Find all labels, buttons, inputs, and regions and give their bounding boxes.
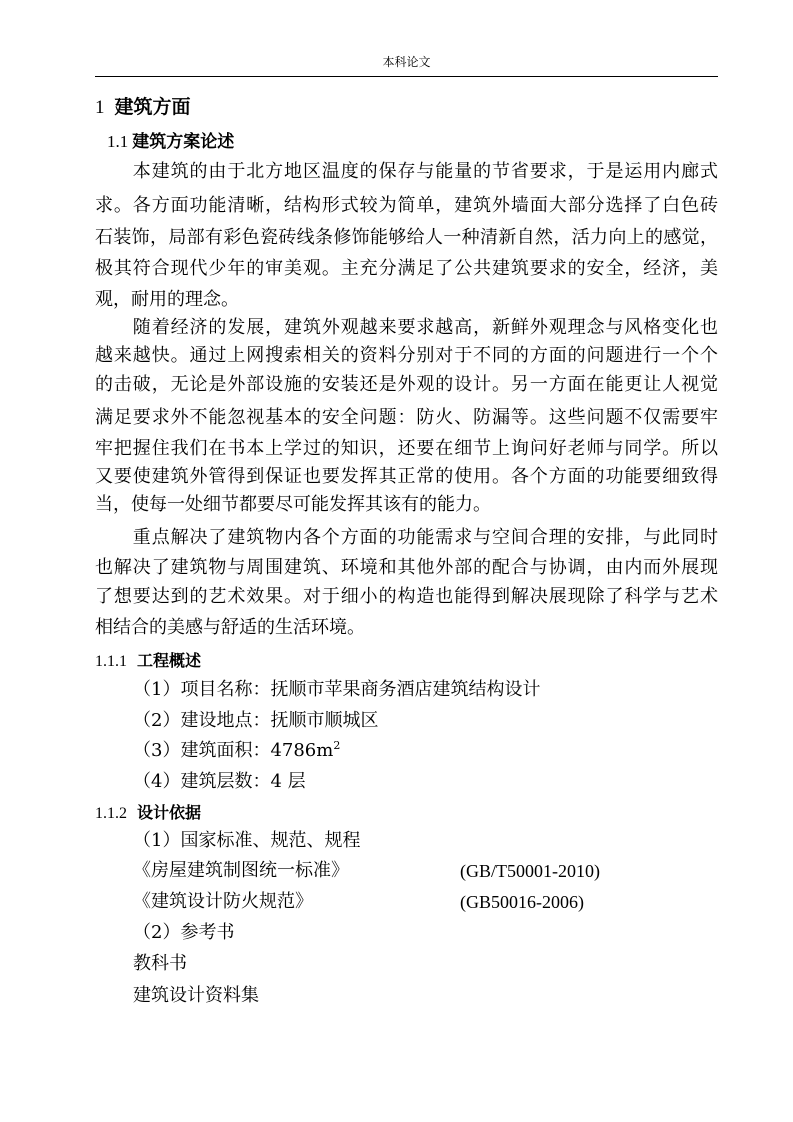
list-item (133, 738, 756, 764)
paragraph-line: 本建筑的由于北方地区温度的保存与能量的节省要求，于是运用内廊式 (95, 161, 718, 182)
area-superscript: 2 (333, 739, 341, 752)
paragraph-line: 相结合的美感与舒适的生活环境。 (95, 617, 365, 638)
paragraph-line: 也解决了建筑物与周围建筑、环境和其他外部的配合与协调，由内而外展现 (95, 557, 718, 578)
section-number: 1.1.1 (95, 653, 127, 670)
reference-item: 建筑设计资料集 (133, 985, 259, 1006)
paragraph-line: 的击破，无论是外部设施的安装还是外观的设计。另一方面在能更让人视觉 (95, 374, 718, 395)
list-item: （2）建设地点：抚顺市顺城区 (133, 710, 379, 731)
header-rule (95, 76, 718, 77)
standard-code: (GB50016-2006) (460, 892, 584, 912)
section-number: 1.1.2 (95, 805, 127, 822)
section-number: 1 (95, 97, 105, 118)
reference-item: 教科书 (133, 953, 187, 974)
section-title: 工程概述 (137, 651, 202, 670)
list-item: （1）项目名称：抚顺市苹果商务酒店建筑结构设计 (133, 679, 541, 700)
paragraph-line: 重点解决了建筑物内各个方面的功能需求与空间合理的安排，与此同时 (95, 527, 718, 548)
standard-code: (GB/T50001-2010) (460, 861, 600, 881)
paragraph-line: 越来越快。通过上网搜索相关的资料分别对于不同的方面的问题进行一个个 (95, 345, 718, 366)
section-number: 1.1 (107, 132, 129, 151)
section-1-1-1-heading (95, 648, 718, 675)
section-1-1-heading (107, 129, 730, 155)
paragraph-line: 牢把握住我们在书本上学过的知识，还要在细节上询问好老师与同学。所以 (95, 438, 718, 459)
paragraph-line: 了想要达到的艺术效果。对于细小的构造也能得到解决展现除了科学与艺术 (95, 586, 718, 607)
section-1-heading (95, 94, 718, 121)
standard-name: 《房屋建筑制图统一标准》 (133, 860, 349, 881)
section-title: 建筑方案论述 (132, 132, 235, 152)
paragraph-line: 又要使建筑外管得到保证也要发挥其正常的使用。各个方面的功能要细致得 (95, 466, 718, 487)
paragraph-line: 满足要求外不能忽视基本的安全问题：防火、防漏等。这些问题不仅需要牢 (95, 407, 718, 428)
area-text: （3）建筑面积：4786m (133, 740, 334, 761)
paragraph-line: 求。各方面功能清晰，结构形式较为简单，建筑外墙面大部分选择了白色砖 (95, 195, 718, 216)
paragraph-line: 当，使每一处细节都要尽可能发挥其该有的能力。 (95, 494, 491, 515)
standard-name: 《建筑设计防火规范》 (133, 891, 313, 912)
standards-heading: （1）国家标准、规范、规程 (133, 830, 361, 851)
paragraph-line: 观，耐用的理念。 (95, 289, 239, 310)
section-1-1-2-heading (95, 800, 718, 827)
section-title: 建筑方面 (114, 96, 191, 118)
paragraph-line: 随着经济的发展，建筑外观越来要求越高，新鲜外观理念与风格变化也 (95, 317, 718, 338)
list-item: （4）建筑层数：4 层 (133, 771, 306, 792)
section-title: 设计依据 (137, 803, 202, 822)
paragraph-line: 石装饰，局部有彩色瓷砖线条修饰能够给人一种清新自然，活力向上的感觉， (95, 227, 718, 248)
page-header: 本科论文 (382, 55, 431, 69)
paragraph-line: 极其符合现代少年的审美观。主充分满足了公共建筑要求的安全，经济，美 (95, 258, 718, 279)
references-heading: （2）参考书 (133, 922, 235, 943)
